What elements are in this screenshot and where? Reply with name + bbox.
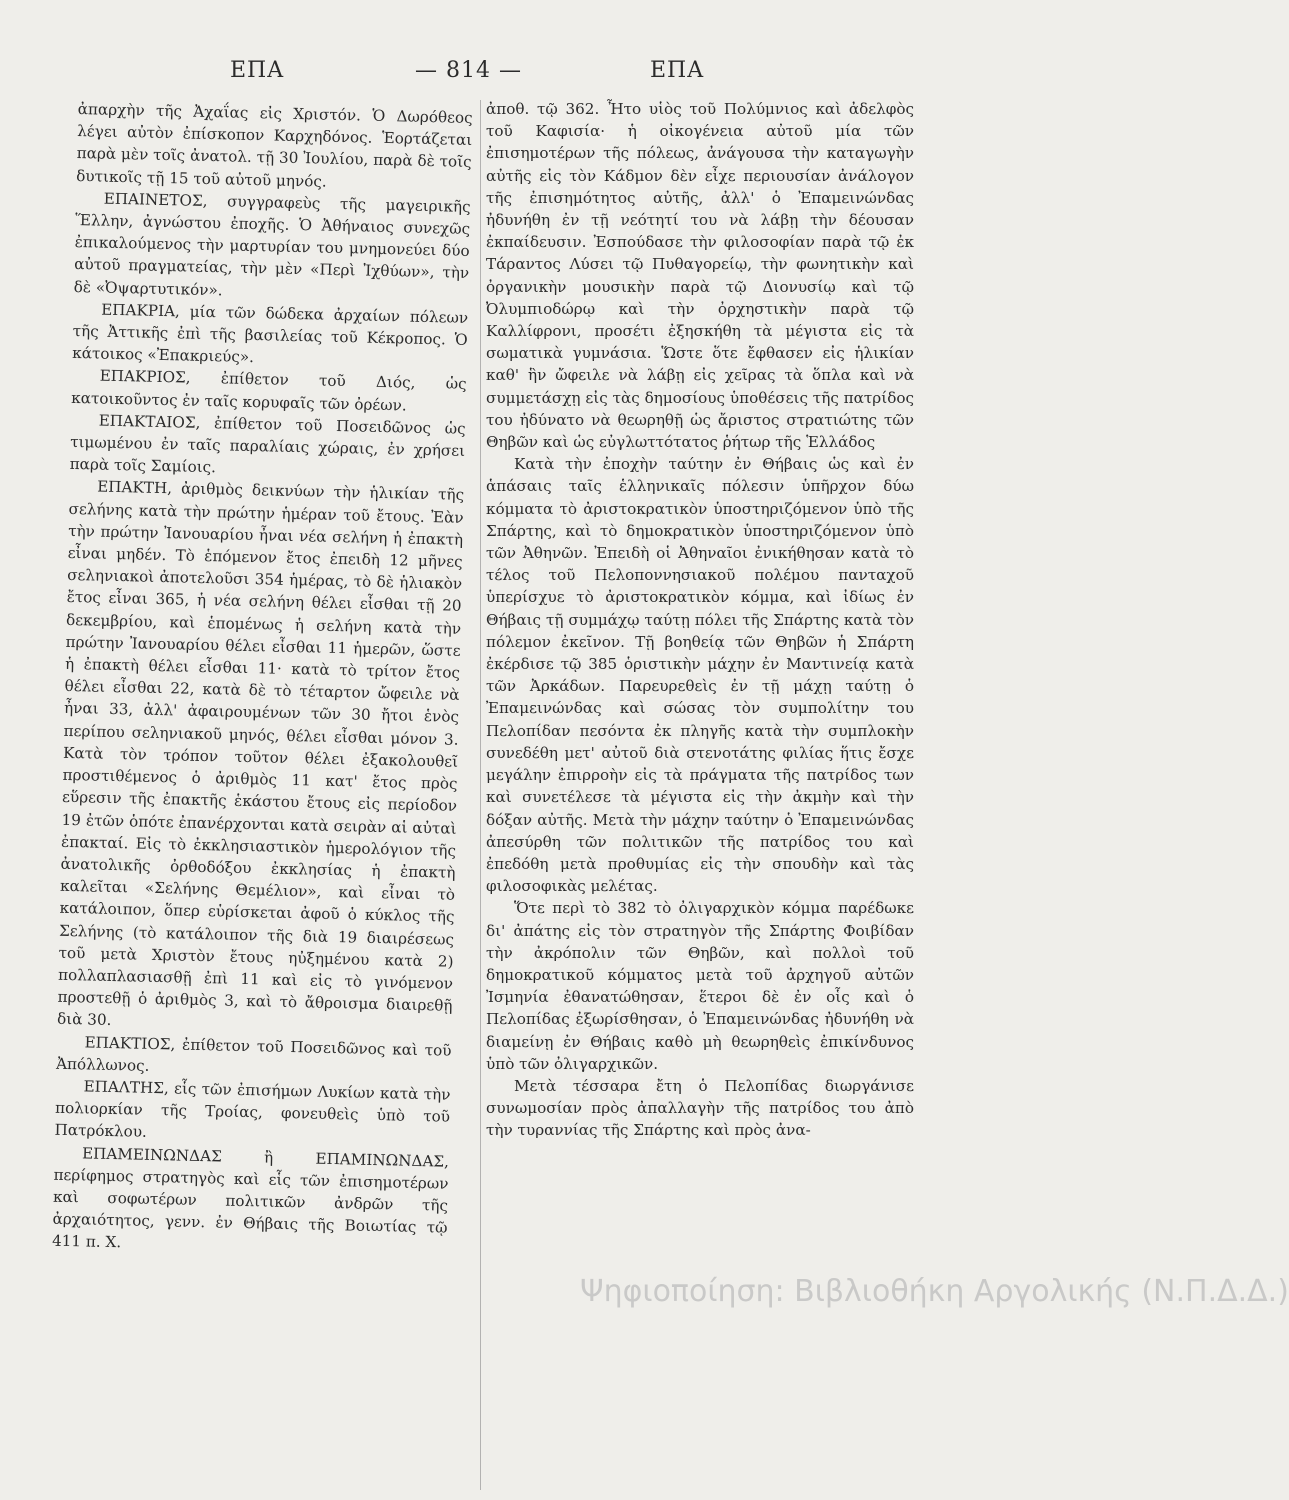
- entry-continuation: ἀπαρχὴν τῆς Ἀχαΐας εἰς Χριστόν. Ὁ Δωρόθεος λέγει αὐτὸν ἐπίσκοπον Καρχηδόνος. Ἑορτάζεται παρὰ μὲν τοῖς ἀνατολ. τῇ 30 Ἰουλίου, παρὰ δὲ τοῖς δυτικοῖς τῇ 15 τοῦ αὐτοῦ μηνός.: [76, 99, 473, 191]
- paragraph-epameinondas-3: Ὅτε περὶ τὸ 382 τὸ ὀλιγαρχικὸν κόμμα παρέδωκε δι' ἀπάτης εἰς τὸν στρατηγὸν τῆς Σπάρτης Φοιβίδαν τὴν ἀκρόπολιν τῶν Θηβῶν, καὶ πολλοὶ τοῦ δημοκρατικοῦ κόμματος μετὰ τοῦ ἀρχηγοῦ αὐτῶν Ἰσμηνία ἐθανατώθησαν, ἕτεροι δὲ ἐν οἷς καὶ ὁ Πελοπίδας ἐξωρίσθησαν, ὁ Ἐπαμεινώνδας ἠδυνήθη νὰ διαμείνῃ ἐν Θήβαις καθὸ μὴ θεωρηθεὶς ἐπικίνδυνος ὑπὸ τῶν ὀλιγαρχικῶν.: [486, 899, 914, 1073]
- entry-epainetos: ΕΠΑΙΝΕΤΟΣ, συγγραφεὺς τῆς μαγειρικῆς Ἕλλην, ἀγνώστου ἐποχῆς. Ὁ Ἀθήναιος συνεχῶς ἐπικαλούμενος τὴν μαρτυρίαν του μνημονεύει δύο αὐτοῦ πραγματείας, τὴν μὲν «Περὶ Ἰχθύων», τὴν δὲ «Ὀψαρτυτικόν».: [73, 189, 471, 299]
- entry-epameinondas: ΕΠΑΜΕΙΝΩΝΔΑΣ ἢ ΕΠΑΜΙΝΩΝΔΑΣ, περίφημος στρατηγὸς καὶ εἷς τῶν ἐπισημοτέρων καὶ σοφωτέρων πολιτικῶν ἀνδρῶν τῆς ἀρχαιότητος, γενν. ἐν Θήβαις τῆς Βοιωτίας τῷ 411 π. Χ.: [51, 1143, 450, 1252]
- page-header: [70, 50, 970, 90]
- library-watermark: Ψηφιοποίηση: Βιβλιοθήκη Αργολικής (Ν.Π.Δ.Δ.): [580, 1274, 1289, 1309]
- header-right-keyword: ΕΠΑ: [650, 58, 705, 83]
- column-divider: [480, 100, 481, 1490]
- header-left-keyword: ΕΠΑ: [230, 58, 285, 83]
- entry-epaktios: ΕΠΑΚΤΙΟΣ, ἐπίθετον τοῦ Ποσειδῶνος καὶ τοῦ Ἀπόλλωνος.: [55, 1032, 452, 1075]
- entry-epakti: ΕΠΑΚΤΗ, ἀριθμὸς δεικνύων τὴν ἡλικίαν τῆς σελήνης κατὰ τὴν πρώτην ἡμέραν τοῦ ἔτους. Ἐὰν τὴν πρώτην Ἰανουαρίου ἦναι νέα σελήνη ἡ ἐπακτὴ εἶναι μηδέν. Τὸ ἑπόμενον ἔτος ἐπειδὴ 12 μῆνες σεληνιακοὶ ἀποτελοῦσι 354 ἡμέρας, τὸ δὲ ἡλιακὸν ἔτος εἶναι 365, ἡ νέα σελήνη θέλει εἶσθαι τῇ 20 δεκεμβρίου, καὶ ἑπομένως ἡ σελήνη κατὰ τὴν πρώτην Ἰανουαρίου θέλει εἶσθαι 11 ἡμερῶν, ὥστε ἡ ἐπακτὴ θέλει εἶσθαι 11· κατὰ τὸ τρίτον ἔτος θέλει εἶσθαι 22, κατὰ δὲ τὸ τέταρτον ὤφειλε νὰ ἦναι 33, ἀλλ' ἀφαιρουμένων τῶν 30 ἤτοι ἑνὸς περίπου σεληνιακοῦ μηνός, θέλει εἶσθαι μόνον 3. Κατὰ τὸν τρόπον τοῦτον θέλει ἐξακολουθεῖ προστιθέμενος ὁ ἀριθμὸς 11 κατ' ἔτος πρὸς εὕρεσιν τῆς ἐπακτῆς ἑκάστου ἔτους εἰς περίοδον 19 ἐτῶν ὁπότε ἐπανέρχονται κατὰ σειρὰν αἱ αὐταὶ ἐπακταί. Εἰς τὸ ἐκκλησιαστικὸν ἡμερολόγιον τῆς ἀνατολικῆς ὀρθοδόξου ἐκκλησίας ἡ ἐπακτὴ καλεῖται «Σελήνης Θεμέλιον», καὶ εἶναι τὸ κατάλοιπον, ὅπερ εὑρίσκεται ἀφοῦ ὁ κύκλος τῆς Σελήνης (τὸ κατάλοιπον τῆς διὰ 19 διαιρέσεως τοῦ μετὰ Χριστὸν ἔτους ηὐξημένου κατὰ 2) πολλαπλασιασθῇ ἐπὶ 11 καὶ εἰς τὸ γινόμενον προστεθῇ ὁ ἀριθμὸς 3, καὶ τὸ ἄθροισμα διαιρεθῇ διὰ 30.: [56, 477, 465, 1030]
- left-column: [52, 98, 473, 1261]
- paragraph-epameinondas-1: ἀποθ. τῷ 362. Ἦτο υἱὸς τοῦ Πολύμνιος καὶ ἀδελφὸς τοῦ Καφισία· ἡ οἰκογένεια αὐτοῦ μία τῶν ἐπισημοτέρων τῆς πόλεως, ἀνάγουσα τὴν καταγωγὴν αὐτῆς εἰς τὸν Κάδμον δὲν εἶχε περιουσίαν ἀνάλογον τῆς ἐπισημότητος αὐτῆς, ἀλλ' ὁ Ἐπαμεινώνδας ἠδυνήθη ἐν τῇ νεότητί του νὰ λάβῃ τὴν δέουσαν ἐκπαίδευσιν. Ἐσπούδασε τὴν φιλοσοφίαν παρὰ τῷ ἐκ Τάραντος Λύσει τῷ Πυθαγορείῳ, τὴν φωνητικὴν καὶ ὀργανικὴν μουσικὴν παρὰ τῷ Διονυσίῳ καὶ τῷ Ὀλυμπιοδώρῳ καὶ τὴν ὀρχηστικὴν παρὰ τῷ Καλλίφρονι, προσέτι ἐξησκήθη τὰ μέγιστα εἰς τὰ σωματικὰ γυμνάσια. Ὥστε ὅτε ἔφθασεν εἰς ἡλικίαν καθ' ἣν ὤφειλε νὰ λάβῃ εἰς χεῖρας τὰ ὅπλα καὶ νὰ συμμετάσχῃ εἰς τὰς δημοσίους ὑποθέσεις τῆς πατρίδος του ἠδύνατο νὰ θεωρηθῇ ὡς ἄριστος στρατιώτης τῶν Θηβῶν καὶ ὡς εὐγλωττότατος ῥήτωρ τῆς Ἑλλάδος: [486, 100, 914, 452]
- paragraph-epameinondas-2: Κατὰ τὴν ἐποχὴν ταύτην ἐν Θήβαις ὡς καὶ ἐν ἁπάσαις ταῖς ἑλληνικαῖς πόλεσιν ὑπῆρχον δύω κόμματα τὸ ἀριστοκρατικὸν ὑποστηριζόμενον ὑπὸ τῆς Σπάρτης, καὶ τὸ δημοκρατικὸν ὑποστηριζόμενον ὑπὸ τῶν Ἀθηνῶν. Ἐπειδὴ οἱ Ἀθηναῖοι ἐνικήθησαν κατὰ τὸ τέλος τοῦ Πελοποννησιακοῦ πολέμου πανταχοῦ ὑπερίσχυε τὸ ἀριστοκρατικὸν κόμμα, καὶ ἰδίως ἐν Θήβαις τῇ συμμάχῳ ταύτῃ πόλει τῆς Σπάρτης κατὰ τὸν πόλεμον ἐκεῖνον. Τῇ βοηθείᾳ τῶν Θηβῶν ἡ Σπάρτη ἐκέρδισε τῷ 385 ὁριστικὴν μάχην ἐν Μαντινείᾳ κατὰ τῶν Ἀρκάδων. Παρευρεθεὶς ἐν τῇ μάχῃ ταύτῃ ὁ Ἐπαμεινώνδας καὶ σώσας τὸν συμπολίτην του Πελοπίδαν πεσόντα ἐκ πληγῆς κατὰ τὴν συμπλοκὴν συνεδέθη μετ' αὐτοῦ διὰ στενοτάτης φιλίας ἥτις ἔσχε μεγάλην ἐπιρροὴν εἰς τὰ πράγματα τῆς πατρίδος των καὶ συνετέλεσε τὰ μέγιστα εἰς τὴν ἀκμὴν καὶ τὴν δόξαν αὐτῆς. Μετὰ τὴν μάχην ταύτην ὁ Ἐπαμεινώνδας ἀπεσύρθη τῶν πολιτικῶν τῆς πατρίδος του καὶ ἐπεδόθη μετὰ προθυμίας εἰς τὴν σπουδὴν καὶ τὰς φιλοσοφικὰς μελέτας.: [486, 455, 914, 896]
- entry-epaltis: ΕΠΑΛΤΗΣ, εἷς τῶν ἐπισήμων Λυκίων κατὰ τὴν πολιορκίαν τῆς Τροίας, φονευθεὶς ὑπὸ τοῦ Πατρόκλου.: [54, 1077, 451, 1142]
- right-column: [486, 98, 914, 1142]
- paragraph-epameinondas-4: Μετὰ τέσσαρα ἔτη ὁ Πελοπίδας διωργάνισε συνωμοσίαν πρὸς ἀπαλλαγὴν τῆς πατρίδος του ἀπὸ τὴν τυραννίας τῆς Σπάρτης καὶ πρὸς ἀνα-: [486, 1076, 914, 1140]
- page-number: — 814 —: [415, 58, 522, 83]
- entry-epaktaios: ΕΠΑΚΤΑΙΟΣ, ἐπίθετον τοῦ Ποσειδῶνος ὡς τιμωμένου ἐν ταῖς παραλίαις χώραις, ἐν χρήσει παρὰ τοῖς Σαμίοις.: [69, 411, 466, 477]
- entry-epakria: ΕΠΑΚΡΙΑ, μία τῶν δώδεκα ἀρχαίων πόλεων τῆς Ἀττικῆς ἐπὶ τῆς βασιλείας τοῦ Κέκροπος. Ὁ κάτοικος «Ἐπακριεύς».: [72, 300, 469, 367]
- entry-epakrios: ΕΠΑΚΡΙΟΣ, ἐπίθετον τοῦ Διός, ὡς κατοικοῦντος ἐν ταῖς κορυφαῖς τῶν ὀρέων.: [70, 367, 467, 415]
